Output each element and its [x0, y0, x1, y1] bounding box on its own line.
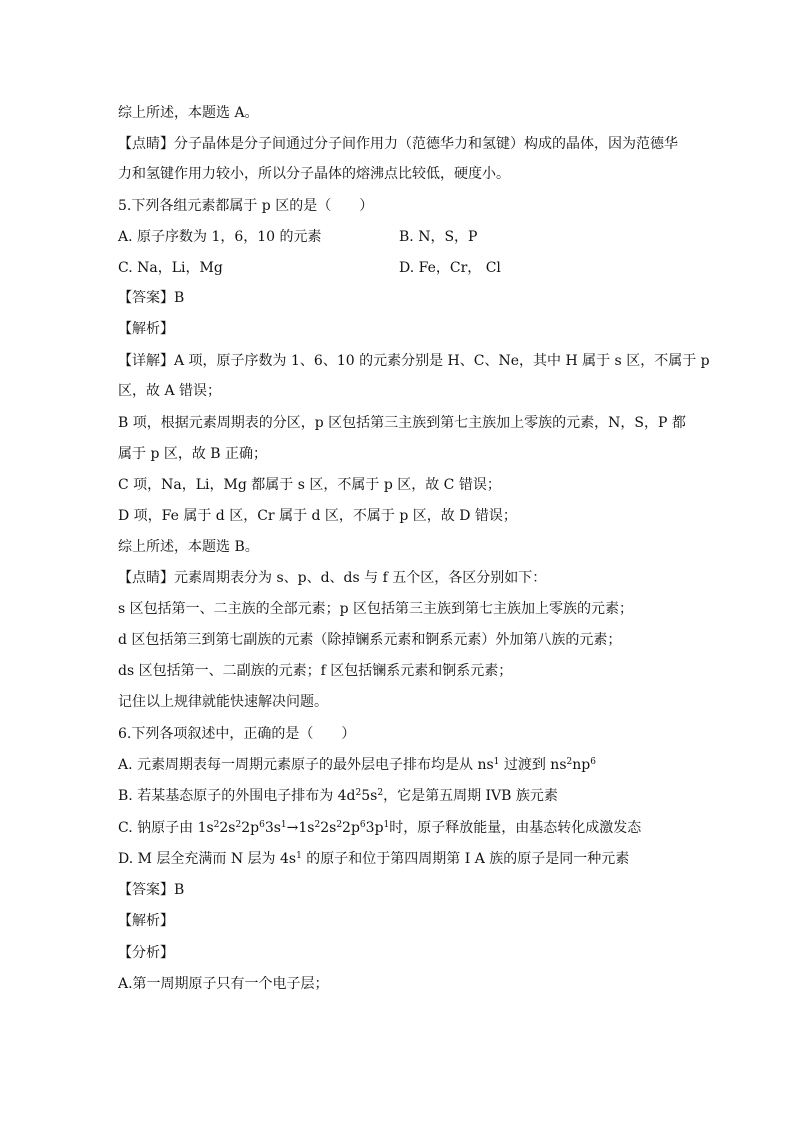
q6-option-a: A. 元素周期表每一周期元素原子的最外层电子排布均是从 $ns^1$ 过渡到 $ns^2np^6$ — [118, 757, 596, 773]
q5-option-a: A. 原子序数为 1，6，10 的元素 — [118, 229, 322, 245]
q6-breakdown-heading: 【分析】 — [118, 945, 174, 961]
q5-tip-4: ds 区包括第一、二副族的元素；f 区包括镧系元素和锕系元素； — [118, 663, 513, 679]
q5-analysis-heading: 【解析】 — [118, 321, 174, 337]
q5-detail-1: 【详解】A 项，原子序数为 1、6、10 的元素分别是 H、C、Ne，其中 H 属于 s 区，不属于 p — [118, 353, 710, 369]
q5-tip-3: d 区包括第三到第七副族的元素（除掉镧系元素和锕系元素）外加第八族的元素； — [118, 632, 622, 648]
q5-answer: 【答案】B — [118, 290, 185, 306]
summary-line: 综上所述，本题选 A。 — [118, 105, 259, 121]
q6-analysis-heading: 【解析】 — [118, 913, 174, 929]
q5-tip-1: 【点睛】元素周期表分为 s、p、d、ds 与 f 五个区，各区分别如下： — [118, 570, 547, 586]
q5-detail-5: C 项，Na，Li，Mg 都属于 s 区，不属于 p 区，故 C 错误； — [118, 477, 501, 493]
q5-option-d: D. Fe，Cr， Cl — [399, 260, 501, 276]
q5-detail-3: B 项，根据元素周期表的分区，p 区包括第三主族到第七主族加上零族的元素，N，S，P 都 — [118, 415, 686, 431]
q5-tip-2: s 区包括第一、二主族的全部元素；p 区包括第三主族到第七主族加上零族的元素； — [118, 601, 634, 617]
tip-line-1: 【点睛】分子晶体是分子间通过分子间作用力（范德华力和氢键）构成的晶体，因为范德华 — [118, 136, 678, 152]
q5-detail-2: 区，故 A 错误； — [118, 383, 222, 399]
q5-tip-5: 记住以上规律就能快速解决问题。 — [118, 694, 328, 710]
q6-answer: 【答案】B — [118, 882, 185, 898]
q5-detail-7: 综上所述，本题选 B。 — [118, 539, 259, 555]
q6-option-c: C. 钠原子由 $1s^22s^22p^63s^1\to 1s^22s^22p^63p^1$时，原子释放能量，由基态转化成激发态 — [118, 820, 642, 836]
tip-line-2: 力和氢键作用力较小，所以分子晶体的熔沸点比较低，硬度小。 — [118, 166, 510, 182]
q6-option-d: D. M 层全充满而 N 层为 $4s^1$ 的原子和位于第四周期第 I A 族的原子是同一种元素 — [118, 851, 630, 867]
question-6: 6.下列各项叙述中，正确的是（ ） — [118, 726, 356, 742]
q5-option-c: C. Na，Li，Mg — [118, 260, 223, 276]
q6-breakdown-1: A.第一周期原子只有一个电子层； — [118, 976, 329, 992]
q5-detail-6: D 项，Fe 属于 d 区，Cr 属于 d 区，不属于 p 区，故 D 错误； — [118, 508, 517, 524]
q6-option-b: B. 若某基态原子的外围电子排布为 $4d^25s^2$，它是第五周期 IVB 族元素 — [118, 788, 558, 804]
q5-option-b: B. N，S，P — [399, 229, 478, 245]
q5-detail-4: 属于 p 区，故 B 正确； — [118, 446, 268, 462]
question-5: 5.下列各组元素都属于 p 区的是（ ） — [118, 198, 374, 214]
